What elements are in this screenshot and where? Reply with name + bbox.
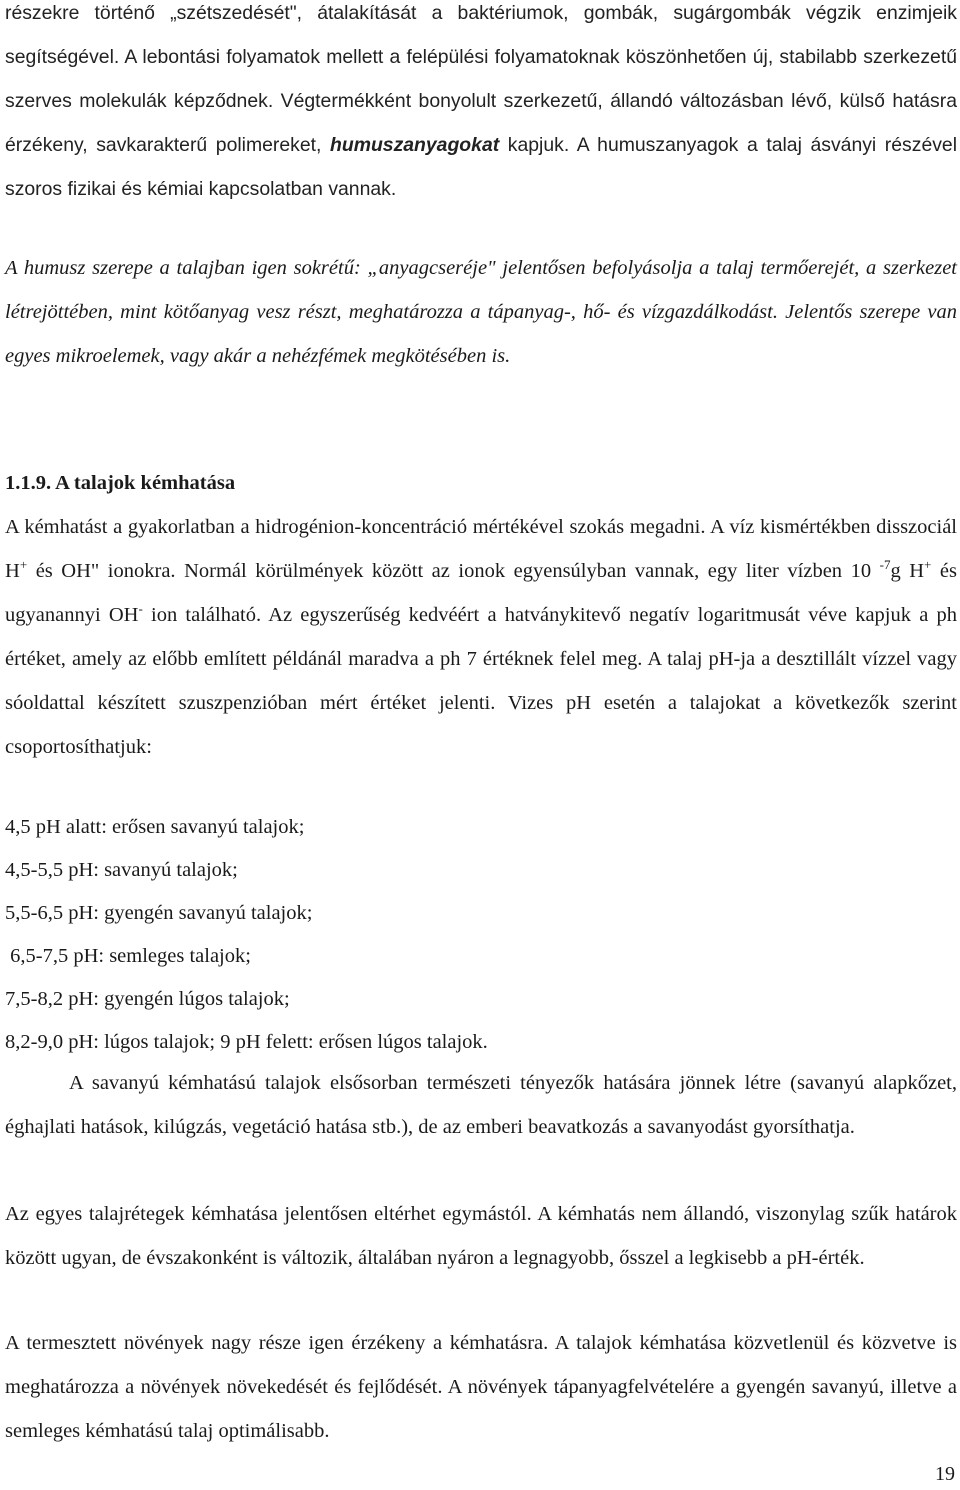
paragraph-text: és OH" ionokra. Normál körülmények között az ionok egyensúlyban vannak, egy liter vízben 10 <box>35 560 872 582</box>
paragraph-text: részekre történő „szétszedését", átalakítását a baktériumok, gombák, sugárgombák végzik enzimjeik segítségével. A lebontási folyamatok mellett a felépülési folyamatoknak köszönhetően új, stabilabb szerkezetű szerves molekulák képződnek. Végtermékként bonyolult szerkezetű, állandó változásban lévő, külső hatásra érzékeny, savkarakterű polimereket, <box>5 2 957 156</box>
paragraph-text: kapjuk. A humuszanyagok a talaj ásványi részével szoros fizikai és kémiai kapcsolatban vannak. <box>5 134 958 200</box>
paragraph-text: ion található. Az egyszerűség kedvéért a hatványkitevő negatív logaritmusát véve kapjuk a ph értéket, amely az előbb említett példánál maradva a ph 7 értéknek felel meg. A talaj pH-ja a desztillált vízzel vagy sóoldattal készített szuszpenzióban mért értéket jelenti. Vizes pH esetén a talajokat a következők szerint csoportosíthatjuk: <box>5 604 958 758</box>
paragraph-acidic-soils: A savanyú kémhatású talajok elsősorban természeti tényezők hatására jönnek létre (savanyú alapkőzet, éghajlati hatások, kilúgzás, vegetáció hatása stb.), de az emberi beavatkozás a savanyodást gyorsíthatja. <box>5 1072 957 1138</box>
paragraph-humus-formation <box>5 0 957 211</box>
paragraph-layer-ph: Az egyes talajrétegek kémhatása jelentősen eltérhet egymástól. A kémhatás nem állandó, viszonylag szűk határok között ugyan, de évszakonként is változik, általában nyáron a legnagyobb, ősszel a legkisebb a pH-érték. <box>5 1203 957 1269</box>
paragraph-ph-definition <box>5 505 957 769</box>
list-item: 5,5-6,5 pH: gyengén savanyú talajok; <box>5 902 313 924</box>
superscript-plus: + <box>19 557 28 573</box>
superscript-plus: + <box>924 557 932 573</box>
list-item: 7,5-8,2 pH: gyengén lúgos talajok; <box>5 988 290 1010</box>
paragraph-text: és ugyanannyi OH <box>5 560 957 626</box>
superscript-minus: - <box>138 601 143 617</box>
emphasis-humuszanyagokat: humuszanyagokat <box>330 134 500 156</box>
page-number: 19 <box>935 1463 955 1485</box>
list-item: 6,5-7,5 pH: semleges talajok; <box>5 945 251 967</box>
paragraph-text: g H <box>890 560 925 582</box>
list-item: 4,5-5,5 pH: savanyú talajok; <box>5 859 238 881</box>
paragraph-humus-role: A humusz szerepe a talajban igen sokrétű: „anyagcseréje" jelentősen befolyásolja a talaj termőerejét, a szerkezet létrejöttében, mint kötőanyag vesz részt, meghatározza a tápanyag-, hő- és vízgazdálkodást. Jelentős szerepe van egyes mikroelemek, vagy akár a nehézfémek megkötésében is. <box>5 257 957 367</box>
superscript-exponent: -7 <box>879 557 891 573</box>
paragraph-text: A kémhatást a gyakorlatban a hidrogénion-koncentráció mértékével szokás megadni. A víz kismértékben disszociál H <box>5 516 957 582</box>
paragraph-plant-sensitivity: A termesztett növények nagy része igen érzékeny a kémhatásra. A talajok kémhatása közvetlenül és közvetve is meghatározza a növények növekedését és fejlődését. A növények tápanyagfelvételére a gyengén savanyú, illetve a semleges kémhatású talaj optimálisabb. <box>5 1332 957 1442</box>
section-heading: 1.1.9. A talajok kémhatása <box>5 472 236 494</box>
list-item: 4,5 pH alatt: erősen savanyú talajok; <box>5 816 305 838</box>
list-item: 8,2-9,0 pH: lúgos talajok; 9 pH felett: erősen lúgos talajok. <box>5 1031 488 1053</box>
